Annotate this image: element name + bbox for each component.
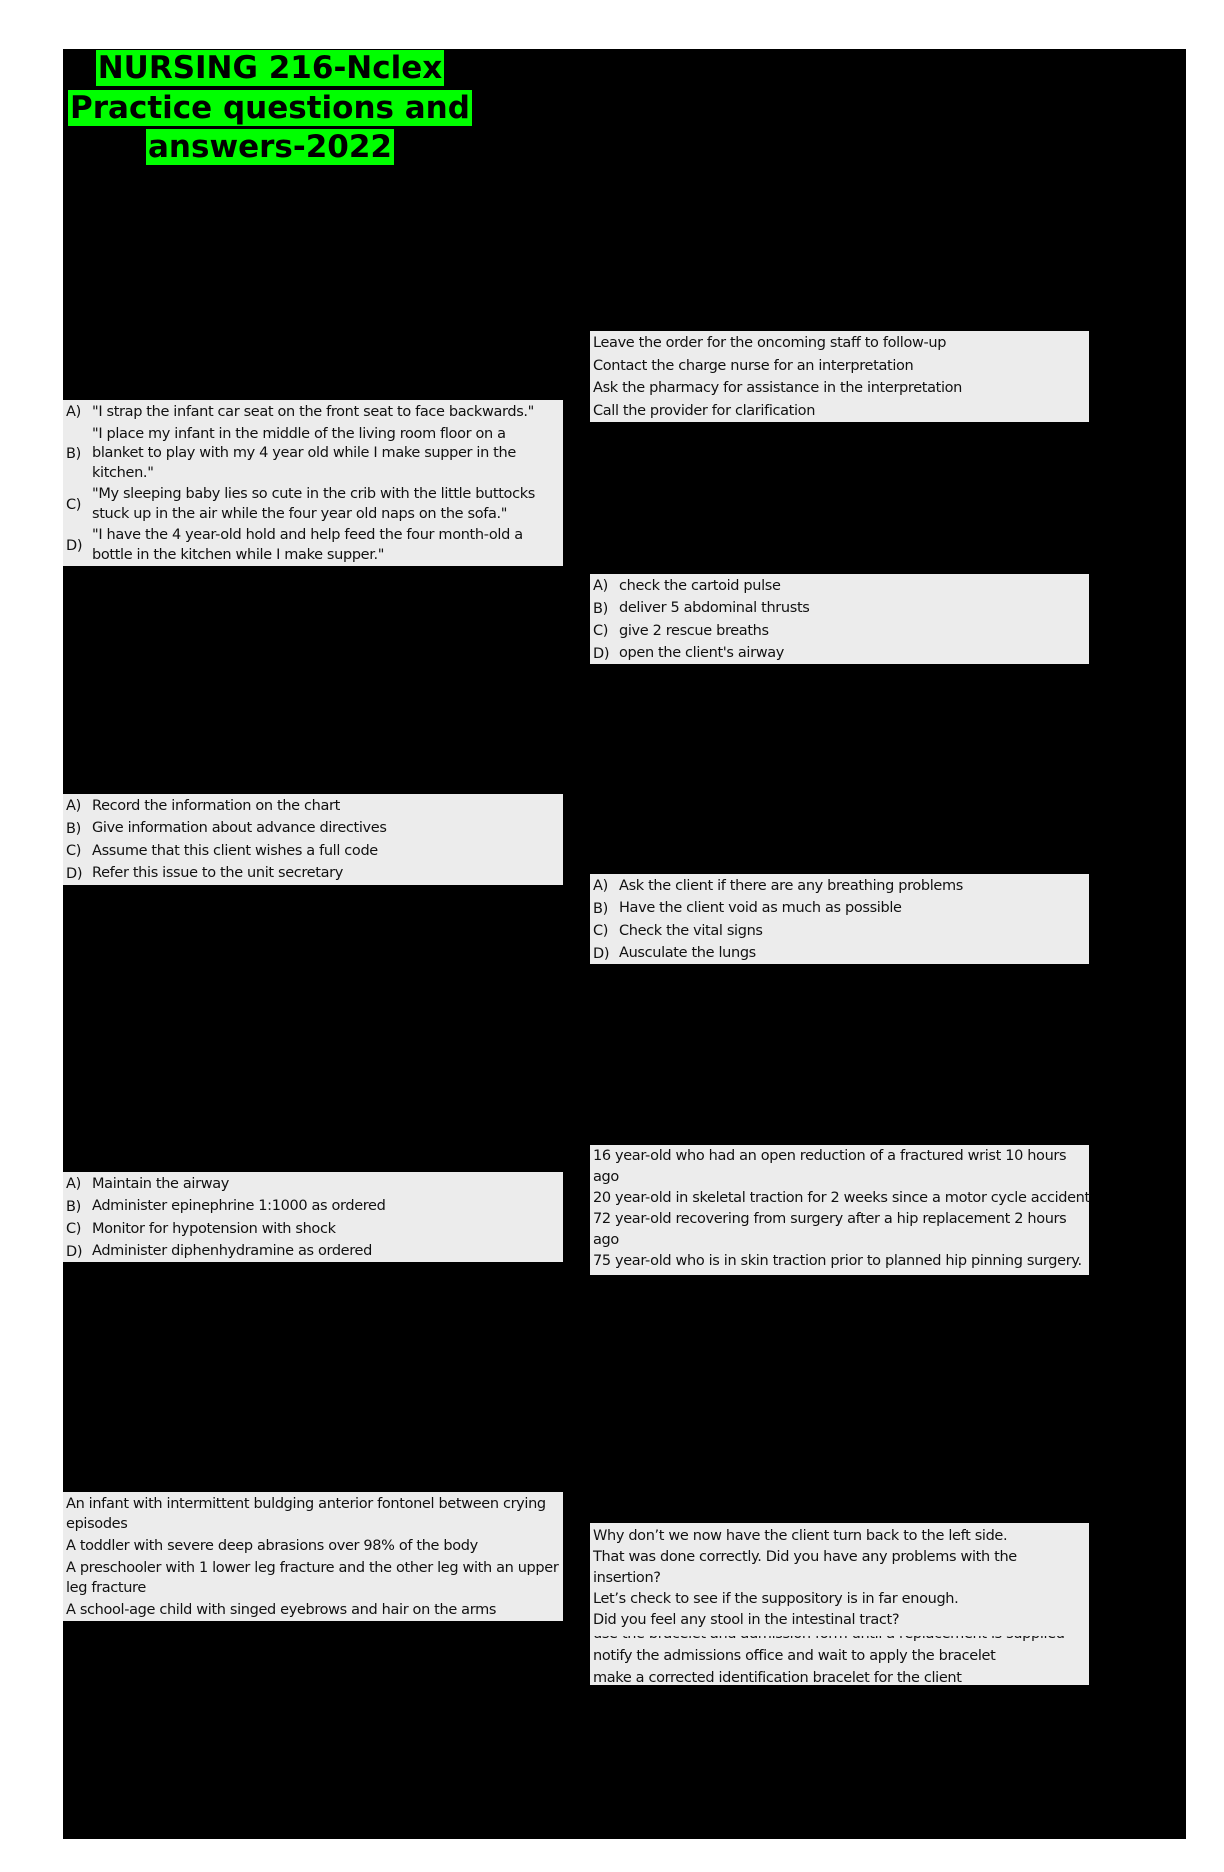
q10-option: notify the admissions office and wait to apply the bracelet [593, 1648, 996, 1664]
q4-option-c [593, 620, 1086, 643]
q4-option-d [593, 643, 1086, 666]
option-label: B) [66, 820, 81, 837]
q8-option: 20 year-old in skeletal traction for 2 weeks since a motor cycle accident [593, 1190, 1090, 1206]
q6-options-box [590, 874, 1089, 964]
title-line-2: Practice questions and [70, 89, 470, 126]
option-label: A) [593, 578, 608, 594]
q9-q10-options-box [590, 1523, 1089, 1685]
q5-option-d [66, 1241, 560, 1264]
option-text: open the client's airway [619, 645, 784, 661]
q3-option-c [66, 840, 560, 863]
option-text: "I strap the infant car seat on the front seat to face backwards." [92, 403, 534, 420]
q6-option-c [593, 920, 1086, 943]
option-label: D) [66, 537, 83, 554]
option-label: D) [66, 865, 83, 882]
q8-option: 72 year-old recovering from surgery after a hip replacement 2 hours ago [593, 1211, 1067, 1248]
q1-option-a [66, 401, 560, 424]
q5-option-c [66, 1218, 560, 1241]
q2-options-box [590, 331, 1089, 422]
q7-option: A toddler with severe deep abrasions over 98% of the body [66, 1538, 478, 1554]
q7-option: A preschooler with 1 lower leg fracture and the other leg with an upper leg fracture [66, 1560, 559, 1596]
option-text: Assume that this client wishes a full code [92, 842, 378, 859]
q1-option-c [66, 484, 560, 525]
option-label: A) [593, 878, 608, 894]
q3-option-a [66, 795, 560, 818]
q9-option: Did you feel any stool in the intestinal tract? [593, 1612, 900, 1628]
q5-options-box [63, 1172, 563, 1262]
q3-options-box [63, 794, 563, 885]
option-label: B) [593, 900, 608, 917]
q9-option: Let’s check to see if the suppository is in far enough. [593, 1591, 959, 1607]
title-line-3: answers-2022 [148, 129, 392, 165]
option-label: D) [66, 1243, 83, 1260]
q4-option-a [593, 575, 1086, 598]
option-label: B) [66, 445, 81, 462]
option-label: B) [66, 1198, 81, 1215]
option-text: Ask the client if there are any breathing problems [619, 877, 963, 894]
option-label: D) [593, 645, 610, 662]
option-text: Maintain the airway [92, 1175, 229, 1192]
q9-option: Why don’t we now have the client turn back to the left side. [593, 1528, 1008, 1544]
option-text: give 2 rescue breaths [619, 622, 769, 639]
option-label: A) [66, 1176, 81, 1192]
option-text: "My sleeping baby lies so cute in the crib with the little buttocks stuck up in the air while the four year old naps on the sofa." [92, 486, 535, 522]
option-text: Refer this issue to the unit secretary [92, 865, 343, 881]
option-text: check the cartoid pulse [619, 577, 781, 594]
q2-option: Contact the charge nurse for an interpretation [593, 357, 914, 374]
option-text: "I place my infant in the middle of the living room floor on a blanket to play with my 4 year old while I make supper in the kitchen." [92, 425, 516, 481]
option-text: Have the client void as much as possible [619, 900, 902, 916]
option-text: Record the information on the chart [92, 797, 340, 814]
q7-option: A school-age child with singed eyebrows and hair on the arms [66, 1602, 497, 1618]
q1-options-box [63, 400, 563, 566]
option-label: C) [66, 1221, 82, 1237]
option-label: C) [66, 843, 82, 859]
q2-option: Leave the order for the oncoming staff to follow-up [593, 335, 947, 351]
q6-option-b [593, 898, 1086, 921]
option-label: A) [66, 404, 81, 420]
option-text: Give information about advance directives [92, 820, 387, 836]
q7-options-box [63, 1492, 563, 1621]
q8-option: 16 year-old who had an open reduction of a fractured wrist 10 hours ago [593, 1148, 1067, 1185]
option-text: Monitor for hypotension with shock [92, 1220, 336, 1237]
q9-options-layer [590, 1523, 1089, 1636]
q7-option: An infant with intermittent buldging anterior fontonel between crying episodes [66, 1496, 546, 1532]
option-label: C) [66, 496, 82, 513]
option-label: A) [66, 798, 81, 814]
q4-option-b [593, 598, 1086, 621]
q5-option-b [66, 1196, 560, 1219]
q2-option: Ask the pharmacy for assistance in the interpretation [593, 380, 963, 396]
q5-option-a [66, 1173, 560, 1196]
q1-option-b [66, 424, 560, 485]
q3-option-b [66, 818, 560, 841]
option-text: Check the vital signs [619, 922, 763, 939]
document-title [63, 49, 477, 168]
option-text: "I have the 4 year-old hold and help feed the four month-old a bottle in the kitchen while I make supper." [92, 527, 523, 563]
q8-options-box [590, 1145, 1089, 1275]
option-label: D) [593, 945, 610, 962]
option-text: Ausculate the lungs [619, 945, 756, 961]
option-label: C) [593, 923, 609, 939]
q6-option-d [593, 943, 1086, 966]
q4-options-box [590, 574, 1089, 664]
q9-option: That was done correctly. Did you have any problems with the insertion? [593, 1549, 1017, 1586]
title-line-1: NURSING 216-Nclex [97, 50, 443, 86]
option-text: deliver 5 abdominal thrusts [619, 600, 810, 616]
option-label: C) [593, 623, 609, 639]
q1-option-d [66, 525, 560, 566]
q10-option: make a corrected identification bracelet for the client [593, 1670, 962, 1685]
q6-option-a [593, 875, 1086, 898]
q8-option: 75 year-old who is in skin traction prior to planned hip pinning surgery. [593, 1253, 1082, 1269]
option-text: Administer epinephrine 1:1000 as ordered [92, 1198, 386, 1214]
q3-option-d [66, 863, 560, 886]
q2-option: Call the provider for clarification [593, 402, 816, 419]
option-text: Administer diphenhydramine as ordered [92, 1243, 372, 1259]
option-label: B) [593, 600, 608, 617]
